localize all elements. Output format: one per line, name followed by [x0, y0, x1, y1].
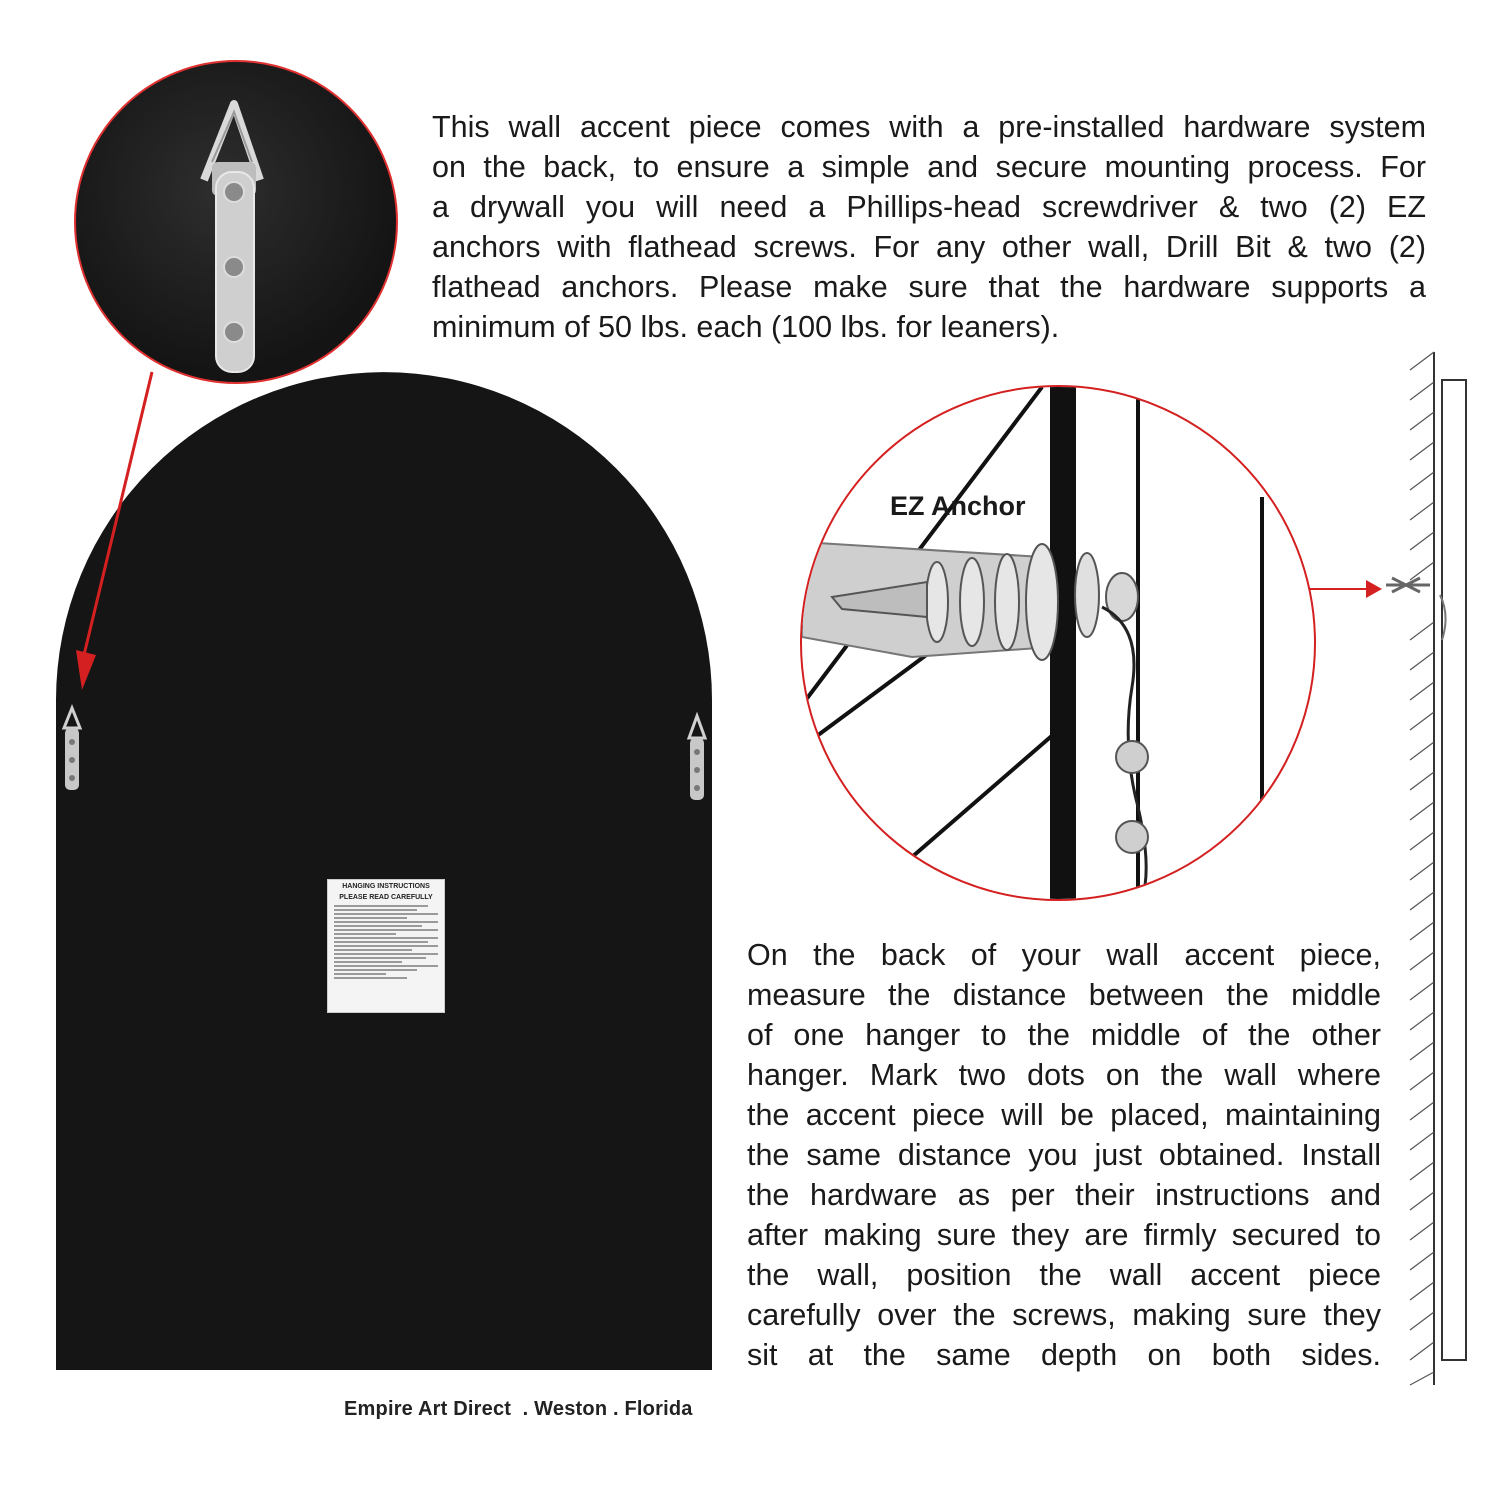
- top-line: This wall accent piece comes with a pre-installed hardware system: [432, 110, 1426, 144]
- bottom-line: hanger. Mark two dots on the wall where: [747, 1058, 1381, 1092]
- bottom-line: the accent piece will be placed, maintaining: [747, 1098, 1381, 1132]
- bottom-line: sit at the same depth on both sides.: [747, 1338, 1381, 1372]
- arched-back-panel: [56, 372, 712, 1370]
- bottom-line: the hardware as per their instructions and: [747, 1178, 1381, 1212]
- top-line: minimum of 50 lbs. each (100 lbs. for leaners).: [432, 310, 1060, 344]
- company-footer: Empire Art Direct . Weston . Florida: [344, 1398, 693, 1420]
- sticker-fine-print: [334, 905, 438, 979]
- ez-anchor-zoom-circle: [800, 385, 1316, 901]
- top-line: a drywall you will need a Phillips-head screwdriver & two (2) EZ: [432, 190, 1426, 224]
- ez-anchor-illustration: [802, 387, 1314, 899]
- sticker-title: HANGING INSTRUCTIONS: [342, 883, 430, 890]
- wall-profile: [1386, 352, 1466, 1385]
- top-line: flathead anchors. Please make sure that the hardware supports a: [432, 270, 1426, 304]
- sawtooth-hanger-icon: [76, 62, 396, 382]
- bottom-instructions-paragraph: [747, 935, 1381, 1375]
- hanging-instructions-sticker: [327, 879, 445, 1013]
- top-line: anchors with flathead screws. For any other wall, Drill Bit & two (2): [432, 230, 1426, 264]
- bottom-line: carefully over the screws, making sure they: [747, 1298, 1381, 1332]
- ez-anchor-label: EZ Anchor: [890, 491, 1026, 521]
- anchor-pointer-arrow: [1310, 580, 1382, 598]
- bottom-line: measure the distance between the middle: [747, 978, 1381, 1012]
- sticker-subtitle: PLEASE READ CAREFULLY: [339, 894, 433, 901]
- bottom-line: On the back of your wall accent piece,: [747, 938, 1381, 972]
- bottom-line: after making sure they are firmly secured to: [747, 1218, 1381, 1252]
- bottom-line: the wall, position the wall accent piece: [747, 1258, 1381, 1292]
- bottom-line: of one hanger to the middle of the other: [747, 1018, 1381, 1052]
- bottom-line: the same distance you just obtained. Install: [747, 1138, 1381, 1172]
- hanger-zoom-circle: [74, 60, 398, 384]
- top-line: on the back, to ensure a simple and secure mounting process. For: [432, 150, 1426, 184]
